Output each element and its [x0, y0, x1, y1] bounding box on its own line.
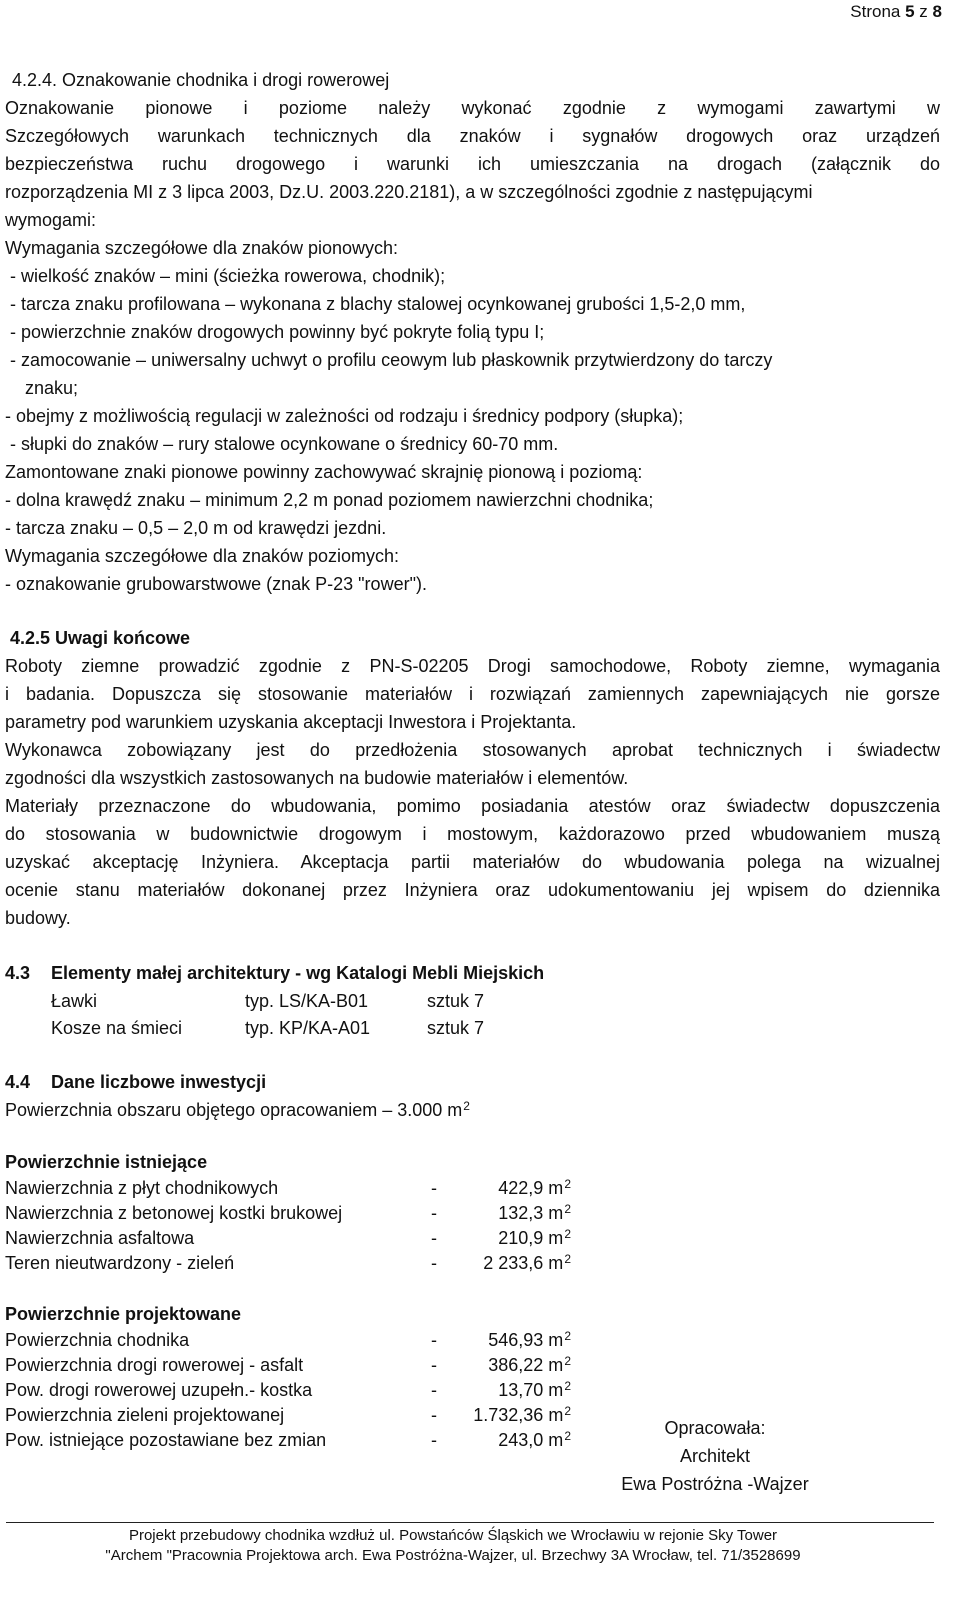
surface-value — [461, 1378, 571, 1403]
paragraph-line: Oznakowanie pionowe i poziome należy wykonać zgodnie z wymogami zawartymi w — [5, 98, 940, 118]
list-item: - słupki do znaków – rury stalowe ocynkowane o średnicy 60-70 mm. — [10, 434, 559, 454]
furniture-qty: sztuk 7 — [427, 991, 485, 1011]
surface-dash: - — [431, 1178, 437, 1198]
surface-dash: - — [431, 1330, 437, 1350]
projected-surface-row — [5, 1378, 940, 1403]
footer-project-line: Projekt przebudowy chodnika wzdłuż ul. Powstańców Śląskich we Wrocławiu w rejonie Sky Tower — [128, 1527, 778, 1544]
superscript: 2 — [564, 1329, 571, 1343]
paragraph-line: do stosowania w budownictwie drogowym i mostowym, każdorazowo przed wbudowaniem muszą — [5, 824, 940, 844]
section-number: 4.3 — [5, 963, 31, 983]
spacer — [5, 932, 940, 958]
projected-surface-row — [5, 1328, 940, 1353]
existing-surface-row — [5, 1226, 940, 1251]
surface-dash: - — [431, 1203, 437, 1223]
surface-value-text: 13,70 m — [498, 1380, 564, 1400]
section-title-43 — [5, 958, 940, 988]
list-item-continuation: znaku; — [25, 378, 79, 398]
surface-value-text: 132,3 m — [498, 1203, 564, 1223]
superscript: 2 — [564, 1202, 571, 1216]
signature-name: Ewa Postróżna -Wajzer — [621, 1474, 809, 1494]
spacer — [5, 1276, 940, 1300]
surface-value-text: 210,9 m — [498, 1228, 564, 1248]
paragraph-line: parametry pod warunkiem uzyskania akceptacji Inwestora i Projektanta. — [5, 712, 577, 732]
section-title-text: Dane liczbowe inwestycji — [51, 1072, 267, 1092]
surface-name: Powierzchnia drogi rowerowej - asfalt — [5, 1355, 304, 1375]
list-item: - wielkość znaków – mini (ścieżka rowerowa, chodnik); — [10, 266, 446, 286]
paragraph-line: wymogami: — [5, 210, 97, 230]
surface-value-text: 546,93 m — [488, 1330, 564, 1350]
signature-label: Opracowała: — [664, 1418, 766, 1438]
surface-value-text: 386,22 m — [488, 1355, 564, 1375]
surface-name: Nawierzchnia asfaltowa — [5, 1228, 195, 1248]
page-sep: z — [919, 2, 928, 21]
paragraph-line: Wymagania szczegółowe dla znaków poziomych: — [5, 546, 400, 566]
paragraph-line: zgodności dla wszystkich zastosowanych na budowie materiałów i elementów. — [5, 768, 629, 788]
furniture-name: Kosze na śmieci — [51, 1018, 183, 1038]
surface-name: Powierzchnia chodnika — [5, 1330, 190, 1350]
superscript: 2 — [564, 1252, 571, 1266]
furniture-name: Ławki — [51, 991, 98, 1011]
existing-surface-row — [5, 1201, 940, 1226]
surface-value — [461, 1201, 571, 1226]
footer-divider — [6, 1522, 934, 1523]
list-item: - obejmy z możliwością regulacji w zależności od rodzaju i średnicy podpory (słupka); — [5, 406, 684, 426]
document-body — [5, 66, 940, 1453]
furniture-qty: sztuk 7 — [427, 1018, 485, 1038]
surface-value-text: 2 233,6 m — [483, 1253, 564, 1273]
surface-dash: - — [431, 1355, 437, 1375]
superscript: 2 — [564, 1177, 571, 1191]
surface-name: Powierzchnia zieleni projektowanej — [5, 1405, 285, 1425]
surface-dash: - — [431, 1430, 437, 1450]
projected-surfaces-title: Powierzchnie projektowane — [5, 1304, 242, 1324]
surface-name: Teren nieutwardzony - zieleń — [5, 1253, 235, 1273]
list-item: - dolna krawędź znaku – minimum 2,2 m ponad poziomem nawierzchni chodnika; — [5, 490, 654, 510]
list-item: - tarcza znaku – 0,5 – 2,0 m od krawędzi jezdni. — [5, 518, 387, 538]
paragraph-line: budowy. — [5, 908, 71, 928]
surface-value — [461, 1328, 571, 1353]
existing-surface-row — [5, 1251, 940, 1276]
superscript: 2 — [564, 1354, 571, 1368]
surface-value-text: 1.732,36 m — [473, 1405, 564, 1425]
surface-value — [461, 1176, 571, 1201]
signature-block — [605, 1414, 825, 1498]
existing-surface-row — [5, 1176, 940, 1201]
footer-office-line: "Archem "Pracownia Projektowa arch. Ewa Postróżna-Wajzer, ul. Brzechwy 3A Wrocław, tel. 71/3528699 — [105, 1547, 801, 1564]
page-label: Strona — [850, 2, 901, 21]
list-item: - tarcza znaku profilowana – wykonana z blachy stalowej ocynkowanej grubości 1,5-2,0 mm, — [10, 294, 746, 314]
surface-value — [461, 1251, 571, 1276]
surface-value — [461, 1353, 571, 1378]
paragraph-line: Roboty ziemne prowadzić zgodnie z PN-S-02205 Drogi samochodowe, Roboty ziemne, wymagania — [5, 656, 940, 676]
list-item: - zamocowanie – uniwersalny uchwyt o profilu ceowym lub płaskownik przytwierdzony do tarczy — [10, 350, 773, 370]
surface-value — [461, 1403, 571, 1428]
superscript: 2 — [564, 1429, 571, 1443]
section-title-424: 4.2.4. Oznakowanie chodnika i drogi rowerowej — [12, 70, 390, 90]
paragraph-line: bezpieczeństwa ruchu drogowego i warunki ich umieszczania na drogach (załącznik do — [5, 154, 940, 174]
surface-value — [461, 1226, 571, 1251]
paragraph-line: i badania. Dopuszcza się stosowanie materiałów i rozwiązań zamiennych zapewniających nie gorsze — [5, 684, 940, 704]
page-current: 5 — [905, 2, 915, 21]
total-area-line — [5, 1096, 940, 1124]
paragraph-line: rozporządzenia MI z 3 lipca 2003, Dz.U. 2003.220.2181), a w szczególności zgodnie z następującymi — [5, 182, 813, 202]
list-item: - powierzchnie znaków drogowych powinny być pokryte folią typu I; — [10, 322, 545, 342]
furniture-row — [5, 988, 940, 1015]
superscript: 2 — [564, 1379, 571, 1393]
paragraph-line: Zamontowane znaki pionowe powinny zachowywać skrajnię pionową i poziomą: — [5, 462, 643, 482]
paragraph-line: Wykonawca zobowiązany jest do przedłożenia stosowanych aprobat technicznych i świadectw — [5, 740, 940, 760]
paragraph-line: ocenie stanu materiałów dokonanej przez Inżyniera oraz udokumentowaniu jej wpisem do dziennika — [5, 880, 940, 900]
signature-role: Architekt — [679, 1446, 751, 1466]
spacer — [5, 598, 940, 624]
section-title-44 — [5, 1068, 940, 1096]
paragraph-line: uzyskać akceptację Inżyniera. Akceptacja partii materiałów do wbudowania polega na wizualnej — [5, 852, 940, 872]
surface-name: Nawierzchnia z betonowej kostki brukowej — [5, 1203, 343, 1223]
spacer — [5, 1042, 940, 1068]
surface-name: Nawierzchnia z płyt chodnikowych — [5, 1178, 279, 1198]
surface-dash: - — [431, 1380, 437, 1400]
page-total: 8 — [932, 2, 942, 21]
total-area-text: Powierzchnia obszaru objętego opracowaniem – 3.000 m — [5, 1100, 463, 1120]
surface-dash: - — [431, 1405, 437, 1425]
surface-dash: - — [431, 1253, 437, 1273]
superscript: 2 — [564, 1404, 571, 1418]
spacer — [5, 1124, 940, 1148]
projected-surface-row — [5, 1353, 940, 1378]
furniture-row — [5, 1015, 940, 1042]
surface-name: Pow. drogi rowerowej uzupełn.- kostka — [5, 1380, 313, 1400]
furniture-type: typ. KP/KA-A01 — [245, 1018, 371, 1038]
surface-value — [461, 1428, 571, 1453]
paragraph-line: Materiały przeznaczone do wbudowania, pomimo posiadania atestów oraz świadectw dopuszczenia — [5, 796, 940, 816]
list-item: - oznakowanie grubowarstwowe (znak P-23 "rower"). — [5, 574, 427, 594]
paragraph-line: Szczegółowych warunkach technicznych dla znaków i sygnałów drogowych oraz urządzeń — [5, 126, 940, 146]
section-title-text: Elementy małej architektury - wg Katalogi Mebli Miejskich — [51, 963, 545, 983]
section-number: 4.4 — [5, 1072, 31, 1092]
section-title-425: 4.2.5 Uwagi końcowe — [10, 628, 191, 648]
paragraph-line: Wymagania szczegółowe dla znaków pionowych: — [5, 238, 399, 258]
superscript: 2 — [564, 1227, 571, 1241]
surface-value-text: 243,0 m — [498, 1430, 564, 1450]
furniture-type: typ. LS/KA-B01 — [245, 991, 369, 1011]
page-number — [850, 2, 942, 22]
surface-dash: - — [431, 1228, 437, 1248]
superscript: 2 — [463, 1099, 470, 1113]
surface-value-text: 422,9 m — [498, 1178, 564, 1198]
existing-surfaces-title: Powierzchnie istniejące — [5, 1152, 208, 1172]
surface-name: Pow. istniejące pozostawiane bez zmian — [5, 1430, 327, 1450]
